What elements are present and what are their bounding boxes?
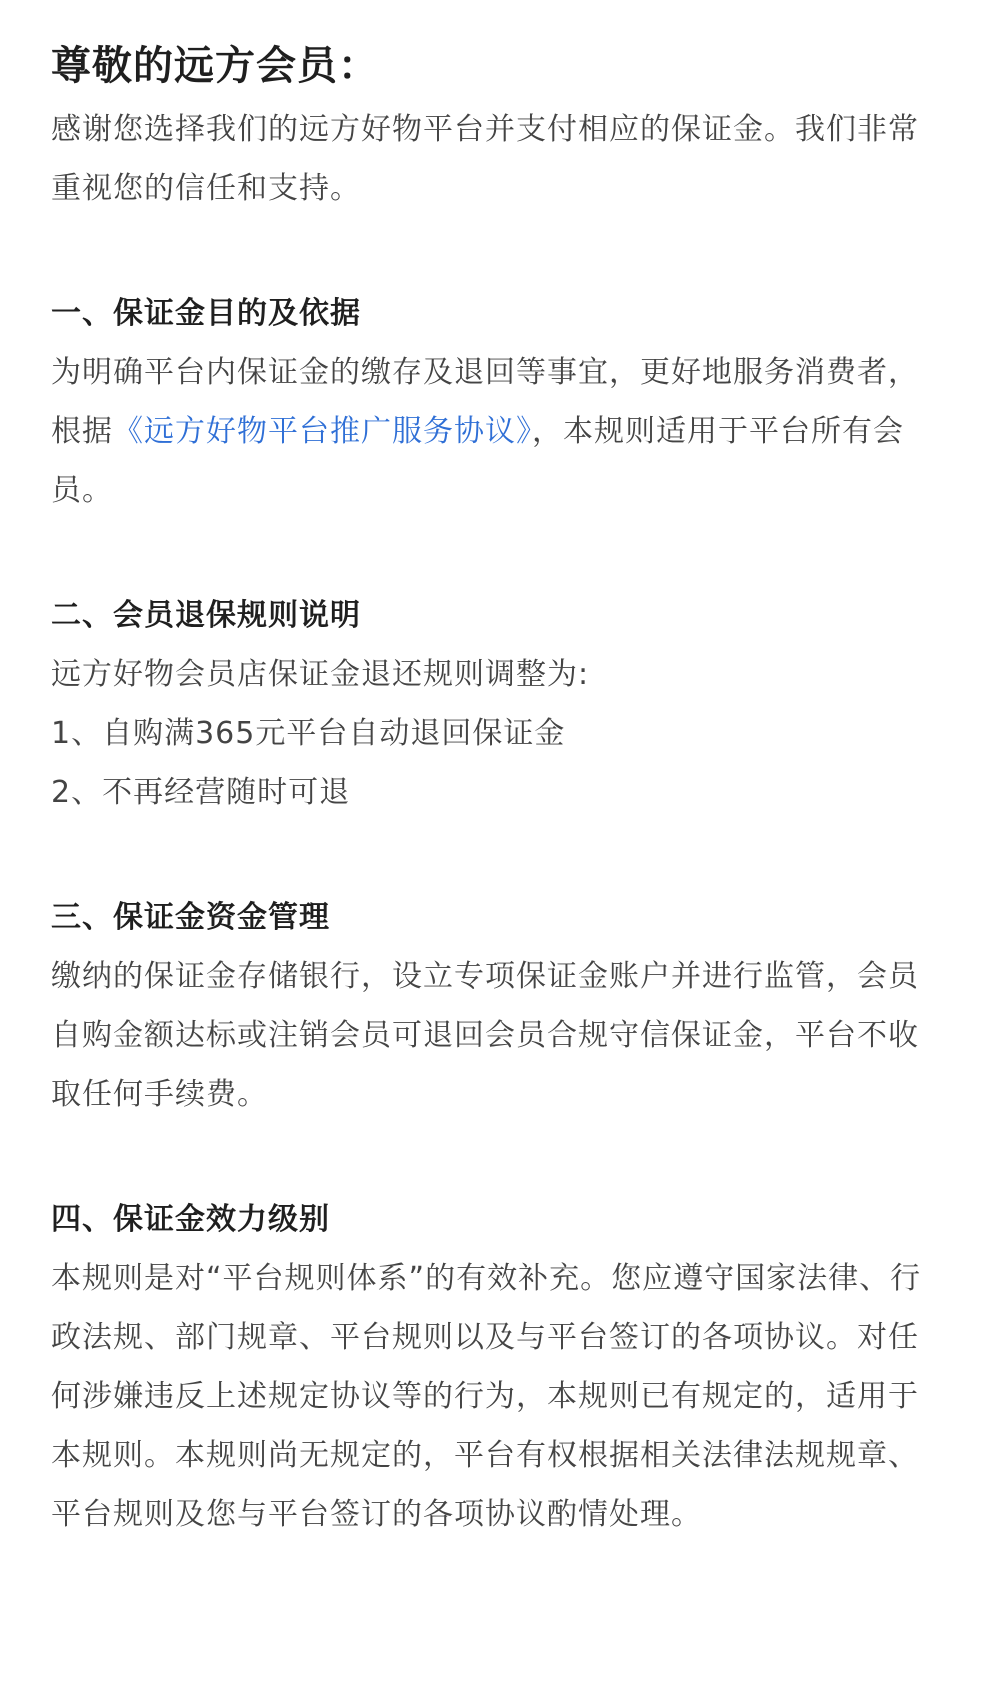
paragraph-text: ，本规则适用于平台所有会员。 [51, 414, 904, 508]
paragraph-text: 为明确平台内保证金的缴存及退回等事宜，更好地服务消费者，根据 [51, 355, 919, 449]
section-title: 二、会员退保规则说明 [51, 598, 361, 633]
rule-item: 1、自购满365元平台自动退回保证金 [51, 716, 566, 751]
section-paragraph [51, 343, 935, 520]
greeting-title: 尊敬的远方会员： [51, 43, 379, 89]
section-refund-rules [51, 586, 935, 822]
rule-item: 2、不再经营随时可退 [51, 775, 351, 810]
section-purpose [51, 284, 935, 520]
section-paragraph: 本规则是对“平台规则体系”的有效补充。您应遵守国家法律、行政法规、部门规章、平台规则以及与平台签订的各项协议。对任何涉嫌违反上述规定协议等的行为，本规则已有规定的，适用于本规则。本规则尚无规定的，平台有权根据相关法律法规规章、平台规则及您与平台签订的各项协议酌情处理。 [51, 1261, 922, 1532]
section-effect-level [51, 1190, 935, 1544]
section-fund-management [51, 888, 935, 1124]
intro-paragraph: 感谢您选择我们的远方好物平台并支付相应的保证金。我们非常重视您的信任和支持。 [51, 112, 919, 206]
section-title: 一、保证金目的及依据 [51, 296, 361, 331]
service-agreement-link[interactable]: 《远方好物平台推广服务协议》 [113, 414, 532, 449]
section-title: 四、保证金效力级别 [51, 1202, 330, 1237]
section-title: 三、保证金资金管理 [51, 900, 330, 935]
section-paragraph: 缴纳的保证金存储银行，设立专项保证金账户并进行监管，会员自购金额达标或注销会员可退回会员合规守信保证金，平台不收取任何手续费。 [51, 959, 919, 1112]
section-paragraph: 远方好物会员店保证金退还规则调整为: [51, 657, 590, 692]
